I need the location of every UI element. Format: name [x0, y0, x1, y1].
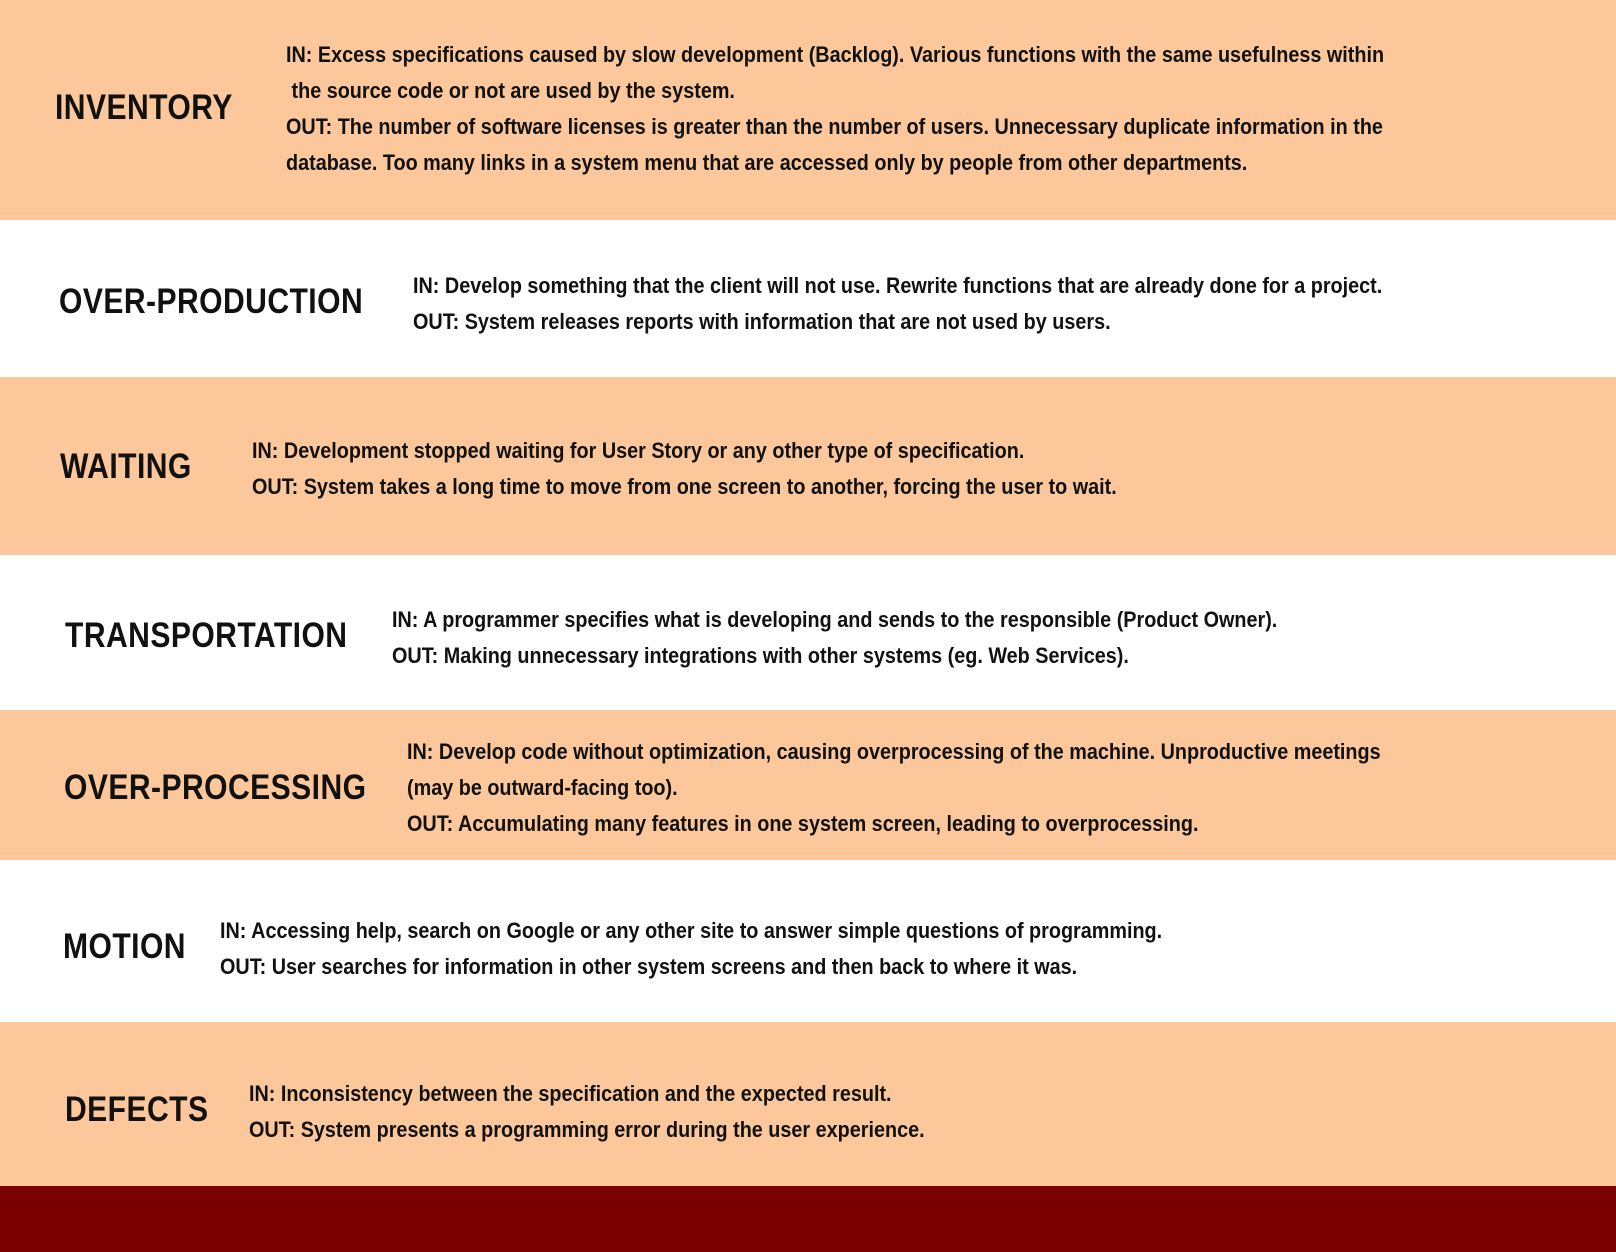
waste-row-defects	[0, 1022, 1616, 1186]
waste-row-waiting	[0, 377, 1616, 555]
description-line: database. Too many links in a system menu that are accessed only by people from other departments.	[286, 150, 1248, 175]
description-line: (may be outward-facing too).	[407, 775, 678, 800]
description-line: IN: Develop code without optimization, causing overprocessing of the machine. Unproductive meetings	[407, 739, 1381, 764]
waste-title: INVENTORY	[55, 88, 233, 127]
waste-description	[392, 602, 1277, 674]
waste-description	[220, 913, 1162, 985]
waste-description	[286, 37, 1384, 181]
waste-description	[407, 734, 1381, 842]
description-line: IN: A programmer specifies what is developing and sends to the responsible (Product Owner).	[392, 607, 1278, 632]
description-line: IN: Develop something that the client will not use. Rewrite functions that are already done for a project.	[413, 273, 1383, 298]
waste-title: MOTION	[63, 927, 186, 966]
waste-title: TRANSPORTATION	[65, 616, 348, 655]
waste-row-over-production	[0, 220, 1616, 377]
description-line: OUT: System presents a programming error during the user experience.	[249, 1117, 925, 1142]
waste-title: OVER-PROCESSING	[64, 768, 367, 807]
description-line: OUT: User searches for information in other system screens and then back to where it was.	[220, 954, 1078, 979]
waste-row-inventory	[0, 0, 1616, 220]
waste-title: DEFECTS	[65, 1090, 209, 1129]
description-line: OUT: System takes a long time to move from one screen to another, forcing the user to wait.	[252, 474, 1117, 499]
description-line: IN: Excess specifications caused by slow development (Backlog). Various functions with the same usefulness within	[286, 42, 1385, 67]
waste-title: WAITING	[60, 447, 192, 486]
waste-row-motion	[0, 860, 1616, 1022]
description-line: IN: Inconsistency between the specification and the expected result.	[249, 1081, 892, 1106]
description-line: OUT: System releases reports with information that are not used by users.	[413, 309, 1111, 334]
description-line: OUT: The number of software licenses is greater than the number of users. Unnecessary duplicate information in the	[286, 114, 1383, 139]
description-line: IN: Accessing help, search on Google or any other site to answer simple questions of programming.	[220, 918, 1163, 943]
description-line: OUT: Making unnecessary integrations with other systems (eg. Web Services).	[392, 643, 1129, 668]
waste-title: OVER-PRODUCTION	[59, 282, 364, 321]
waste-description	[249, 1076, 925, 1148]
footer-bar	[0, 1186, 1616, 1252]
waste-row-over-processing	[0, 710, 1616, 860]
waste-description	[413, 268, 1382, 340]
description-line: IN: Development stopped waiting for User Story or any other type of specification.	[252, 438, 1025, 463]
waste-description	[252, 433, 1117, 505]
waste-row-transportation	[0, 555, 1616, 710]
description-line: the source code or not are used by the system.	[286, 78, 735, 103]
description-line: OUT: Accumulating many features in one system screen, leading to overprocessing.	[407, 811, 1199, 836]
